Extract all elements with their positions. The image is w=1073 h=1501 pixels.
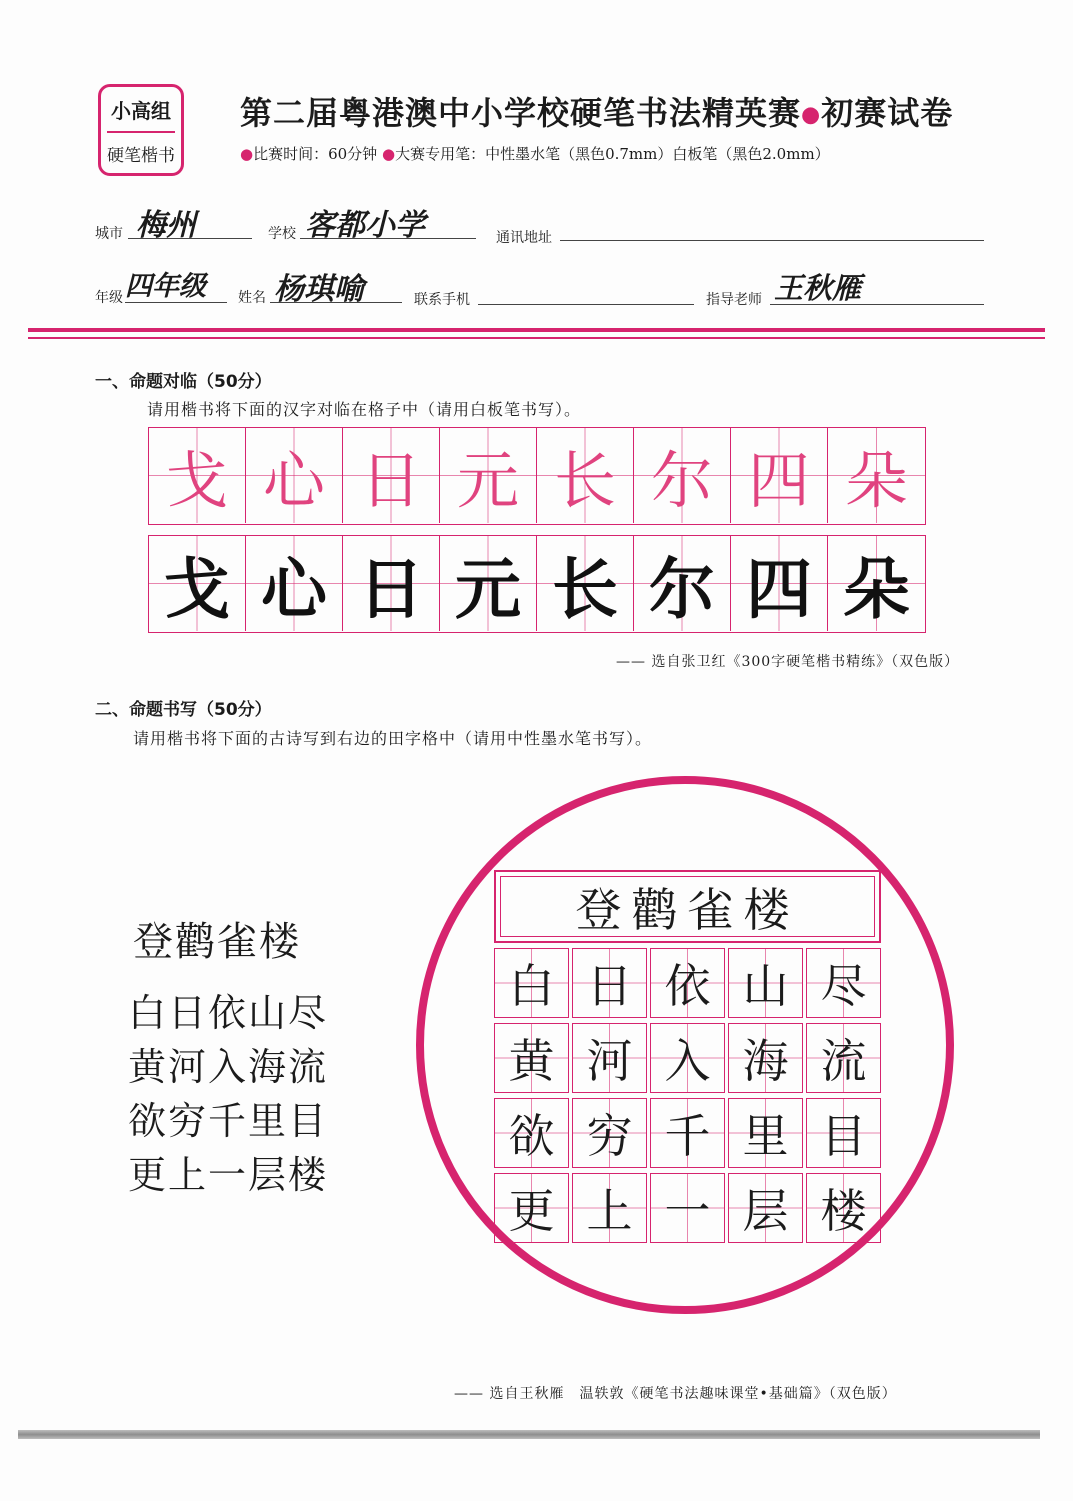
school-field[interactable] [300,200,476,243]
model-char-cell: 戈 [149,428,246,523]
writing-cell[interactable]: 元 [440,536,537,631]
writing-cell[interactable]: 长 [537,536,634,631]
grid-cell[interactable]: 海 [728,1023,803,1093]
poem-line: 白日依山尽 [128,991,329,1035]
model-char-cell: 四 [731,428,828,523]
written-poem-title: 登鹳雀楼 [575,882,800,937]
poem-title: 登鹳雀楼 [133,919,301,965]
grid-cell[interactable]: 白 [494,948,569,1018]
footer-bar [18,1430,1040,1439]
grid-cell[interactable]: 尽 [806,948,881,1018]
name-label: 姓名 [238,290,266,306]
address-field[interactable] [560,200,984,241]
city-field[interactable] [128,200,252,243]
title-main: 第二届粤港澳中小学校硬笔书法精英赛 [240,94,802,132]
exam-info [240,143,830,164]
grade-label: 年级 [95,290,123,306]
writing-cell[interactable]: 朵 [828,536,925,631]
grid-cell[interactable]: 更 [494,1173,569,1243]
grid-cell[interactable]: 千 [650,1098,725,1168]
model-char-cell: 心 [246,428,343,523]
bullet-icon: ● [240,145,254,163]
written-title-box[interactable] [494,870,881,943]
group-badge [98,84,184,176]
poem-line: 更上一层楼 [128,1153,329,1197]
exam-time: 比赛时间：60分钟 [253,145,378,163]
divider-thin [28,337,1045,339]
poem-line: 黄河入海流 [128,1045,329,1089]
grid-cell[interactable]: 楼 [806,1173,881,1243]
school-value: 客都小学 [305,208,425,243]
grid-cell[interactable]: 黄 [494,1023,569,1093]
writing-cell[interactable]: 日 [343,536,440,631]
phone-field[interactable] [478,264,694,305]
grid-row [494,1023,881,1093]
city-value: 梅州 [136,208,196,243]
grid-cell[interactable]: 日 [572,948,647,1018]
grid-cell[interactable]: 一 [650,1173,725,1243]
grid-cell[interactable]: 依 [650,948,725,1018]
name-field[interactable] [270,264,402,307]
grid-cell[interactable]: 山 [728,948,803,1018]
grid-cell[interactable]: 河 [572,1023,647,1093]
grid-row [494,948,881,1018]
grid-cell[interactable]: 层 [728,1173,803,1243]
grid-cell[interactable]: 入 [650,1023,725,1093]
badge-group-label: 小高组 [111,99,171,123]
section2-instruction: 请用楷书将下面的古诗写到右边的田字格中（请用中性墨水笔书写）。 [133,729,653,748]
exam-pens: 大赛专用笔：中性墨水笔（黑色0.7mm）白板笔（黑色2.0mm） [395,145,830,163]
grid-cell[interactable]: 穷 [572,1098,647,1168]
title-tail: 初赛试卷 [821,94,954,132]
address-label: 通讯地址 [496,230,552,246]
teacher-field[interactable] [770,264,984,305]
model-char-cell: 尔 [634,428,731,523]
writing-cell[interactable]: 尔 [634,536,731,631]
grid-row [494,1098,881,1168]
name-value: 杨琪喻 [274,272,364,307]
city-label: 城市 [95,226,123,242]
badge-style-label: 硬笔楷书 [107,146,175,166]
grid-cell[interactable]: 欲 [494,1098,569,1168]
divider-thick [28,328,1045,332]
tianzige-grid [494,948,881,1248]
writing-cell[interactable]: 戈 [149,536,246,631]
phone-label: 联系手机 [414,292,470,308]
section1-heading: 一、命题对临（50分） [95,372,272,392]
section1-credit: —— 选自张卫红《300字硬笔楷书精练》（双色版） [616,654,960,670]
writing-cell[interactable]: 心 [246,536,343,631]
model-char-cell: 日 [343,428,440,523]
grid-cell[interactable]: 里 [728,1098,803,1168]
bullet-icon: ● [381,145,396,163]
grade-field[interactable] [125,264,227,303]
section2-credit: —— 选自王秋雁 温轶敦《硬笔书法趣味课堂•基础篇》（双色版） [454,1386,897,1402]
poem-line: 欲穷千里目 [128,1099,329,1143]
grid-cell[interactable]: 流 [806,1023,881,1093]
badge-divider [107,131,175,133]
model-char-cell: 朵 [828,428,925,523]
grid-cell[interactable]: 目 [806,1098,881,1168]
writing-cell[interactable]: 四 [731,536,828,631]
model-char-cell: 元 [440,428,537,523]
model-chars-row [148,427,926,525]
section1-instruction: 请用楷书将下面的汉字对临在格子中（请用白板笔书写）。 [147,400,582,419]
school-label: 学校 [268,226,296,242]
model-char-cell: 长 [537,428,634,523]
grid-cell[interactable]: 上 [572,1173,647,1243]
section2-heading: 二、命题书写（50分） [95,700,272,720]
title-dot-icon: ● [801,102,822,128]
grid-row [494,1173,881,1243]
written-chars-row[interactable] [148,535,926,633]
teacher-label: 指导老师 [706,292,762,308]
teacher-value: 王秋雁 [774,271,862,305]
page-title [240,88,953,134]
grade-value: 四年级 [125,271,206,302]
